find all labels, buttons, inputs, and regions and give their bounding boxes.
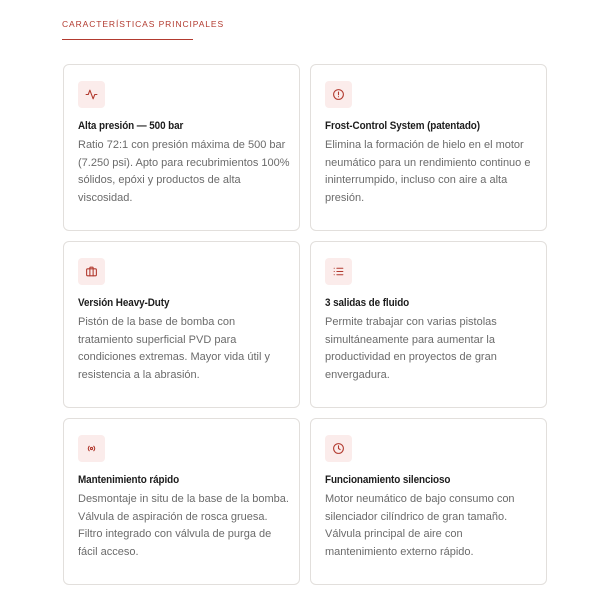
feature-card-heavy-duty bbox=[63, 241, 300, 408]
feature-card-fluid-outlets bbox=[310, 241, 547, 408]
feature-card-frost-control bbox=[310, 64, 547, 231]
feature-title: 3 salidas de fluido bbox=[325, 297, 410, 309]
feature-description: Desmontaje in situ de la base de la bomba. Válvula de aspiración de rosca gruesa. Filtro integrado con válvula de purga de fácil acceso. bbox=[78, 493, 289, 558]
alert-circle-icon bbox=[325, 81, 352, 108]
feature-card-high-pressure bbox=[63, 64, 300, 231]
feature-title: Alta presión — 500 bar bbox=[78, 120, 184, 132]
feature-description: Pistón de la base de bomba con tratamiento superficial PVD para condiciones extremas. Mayor vida útil y resistencia a la abrasión. bbox=[78, 316, 270, 381]
feature-description: Ratio 72:1 con presión máxima de 500 bar (7.250 psi). Apto para recubrimientos 100% sólidos, epóxi y productos de alta viscosidad. bbox=[78, 139, 290, 204]
briefcase-icon bbox=[78, 258, 105, 285]
feature-description: Permite trabajar con varias pistolas simultáneamente para aumentar la productividad en proyectos de gran envergadura. bbox=[325, 316, 497, 381]
feature-description: Elimina la formación de hielo en el motor neumático para un rendimiento continuo e ininterrumpido, incluso con aire a alta presión. bbox=[325, 139, 531, 204]
feature-card-silent bbox=[310, 418, 547, 585]
list-icon bbox=[325, 258, 352, 285]
feature-description: Motor neumático de bajo consumo con silenciador cilíndrico de gran tamaño. Válvula principal de aire con mantenimiento externo rápido. bbox=[325, 493, 515, 558]
features-grid bbox=[63, 64, 547, 585]
feature-title: Versión Heavy-Duty bbox=[78, 297, 170, 309]
feature-card-maintenance bbox=[63, 418, 300, 585]
feature-title: Funcionamiento silencioso bbox=[325, 474, 451, 486]
feature-title: Mantenimiento rápido bbox=[78, 474, 180, 486]
section-tab-features[interactable]: CARACTERÍSTICAS PRINCIPALES bbox=[62, 19, 224, 38]
pulse-icon bbox=[78, 81, 105, 108]
feature-title: Frost-Control System (patentado) bbox=[325, 120, 480, 132]
radio-icon bbox=[78, 435, 105, 462]
clock-icon bbox=[325, 435, 352, 462]
